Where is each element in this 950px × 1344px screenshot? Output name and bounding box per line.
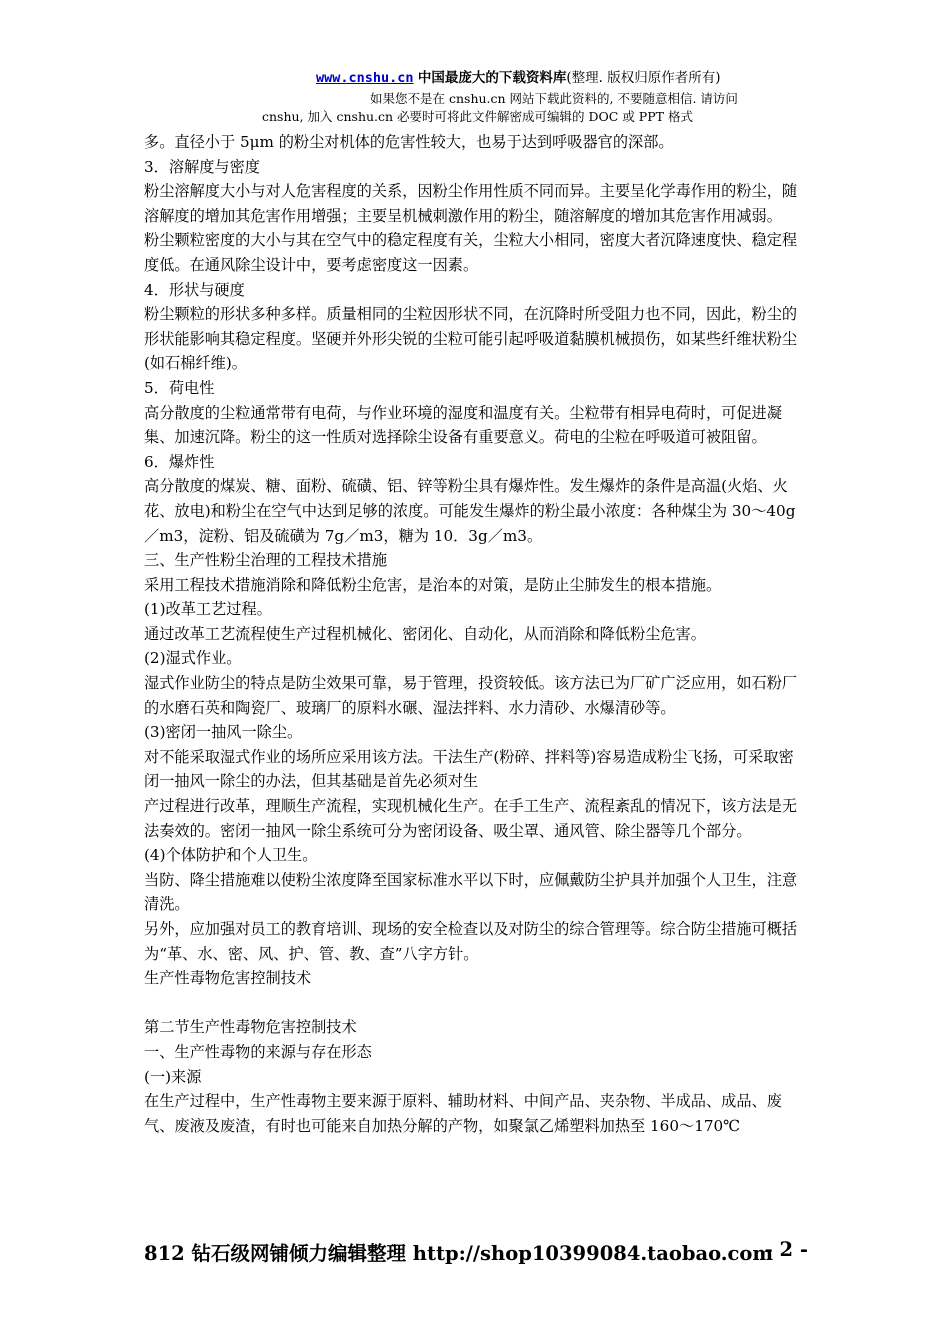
list-heading: (1)改革工艺过程。 bbox=[144, 600, 272, 619]
site-note: (整理. 版权归原作者所有) bbox=[566, 70, 721, 86]
paragraph: 对不能采取湿式作业的场所应采用该方法。干法生产(粉碎、拌料等)容易造成粉尘飞扬，可采取密闭一抽风一除尘的办法，但其基础是首先必须对生 bbox=[144, 747, 794, 791]
paragraph: 高分散度的尘粒通常带有电荷，与作业环境的湿度和温度有关。尘粒带有相异电荷时，可促进凝集、加速沉降。粉尘的这一性质对选择除尘设备有重要意义。荷电的尘粒在呼吸道可被阻留。 bbox=[144, 403, 782, 447]
section-heading: 三、生产性粉尘治理的工程技术措施 bbox=[144, 551, 387, 570]
paragraph: 当防、降尘措施难以使粉尘浓度降至国家标准水平以下时，应佩戴防尘护具并加强个人卫生，注意清洗。 bbox=[144, 870, 798, 914]
list-heading: (2)湿式作业。 bbox=[144, 649, 242, 668]
paragraph: 粉尘颗粒密度的大小与其在空气中的稳定程度有关，尘粒大小相同，密度大者沉降速度快、稳定程度低。在通风除尘设计中，要考虑密度这一因素。 bbox=[144, 231, 798, 274]
paragraph: 在生产过程中，生产性毒物主要来源于原料、辅助材料、中间产品、夹杂物、半成品、成品、废气、废液及废渣，有时也可能来自加热分解的产物，如聚氯乙烯塑料加热至 160～170℃ bbox=[144, 1092, 782, 1135]
paragraph: 另外，应加强对员工的教育培训、现场的安全检查以及对防尘的综合管理等。综合防尘措施可概括为“革、水、密、风、护、管、教、查”八字方针。 bbox=[144, 920, 798, 963]
section-heading: 6．爆炸性 bbox=[144, 452, 215, 471]
paragraph: 产过程进行改革，理顺生产流程，实现机械化生产。在手工生产、流程紊乱的情况下，该方法是无法奏效的。密闭一抽风一除尘系统可分为密闭设备、吸尘罩、通风管、除尘器等几个部分。 bbox=[144, 797, 798, 840]
paragraph: 粉尘颗粒的形状多种多样。质量相同的尘粒因形状不同，在沉降时所受阻力也不同，因此，粉尘的形状能影响其稳定程度。坚硬并外形尖锐的尘粒可能引起呼吸道黏膜机械损伤，如某些纤维状粉尘(如石棉纤维)。 bbox=[144, 305, 798, 373]
section-heading: 5．荷电性 bbox=[144, 378, 215, 397]
paragraph: 高分散度的煤炭、糖、面粉、硫磺、铝、锌等粉尘具有爆炸性。发生爆炸的条件是高温(火焰、火花、放电)和粉尘在空气中达到足够的浓度。可能发生爆炸的粉尘最小浓度：各种煤尘为 30～40g／m3，淀粉、铝及硫磺为 7g／m3，糖为 10．3g／m3。 bbox=[144, 477, 796, 545]
paragraph: 生产性毒物危害控制技术 bbox=[144, 969, 312, 988]
page-number: - 2 - bbox=[764, 1238, 808, 1261]
paragraph: 多。直径小于 5μm 的粉尘对机体的危害性较大，也易于达到呼吸器官的深部。 bbox=[144, 133, 674, 151]
site-title: 中国最庞大的下载资料库 bbox=[417, 70, 567, 86]
site-link[interactable]: www.cnshu.cn bbox=[316, 70, 414, 86]
section-heading: 4．形状与硬度 bbox=[144, 280, 245, 299]
footer-text: 812 钻石级网铺倾力编辑整理 http://shop10399084.taobao.com bbox=[144, 1242, 774, 1265]
paragraph: 粉尘溶解度大小与对人危害程度的关系，因粉尘作用性质不同而异。主要呈化学毒作用的粉尘，随溶解度的增加其危害作用增强；主要呈机械刺激作用的粉尘，随溶解度的增加其危害作用减弱。 bbox=[144, 182, 798, 225]
list-heading: (4)个体防护和个人卫生。 bbox=[144, 846, 318, 865]
paragraph: 采用工程技术措施消除和降低粉尘危害，是治本的对策，是防止尘肺发生的根本措施。 bbox=[144, 575, 722, 594]
section-heading: (一)来源 bbox=[144, 1067, 202, 1086]
paragraph: 湿式作业防尘的特点是防尘效果可靠，易于管理，投资较低。该方法已为厂矿广泛应用，如石粉厂的水磨石英和陶瓷厂、玻璃厂的原料水碾、湿法拌料、水力清砂、水爆清砂等。 bbox=[144, 674, 798, 717]
section-heading: 第二节生产性毒物危害控制技术 bbox=[144, 1018, 357, 1037]
section-heading: 一、生产性毒物的来源与存在形态 bbox=[144, 1042, 372, 1061]
header-notice-1: 如果您不是在 cnshu.cn 网站下载此资料的, 不要随意相信. 请访问 bbox=[370, 91, 738, 106]
document-body bbox=[144, 130, 808, 1138]
paragraph: 通过改革工艺流程使生产过程机械化、密闭化、自动化，从而消除和降低粉尘危害。 bbox=[144, 624, 706, 643]
list-heading: (3)密闭一抽风一除尘。 bbox=[144, 723, 303, 742]
blank-line bbox=[144, 991, 808, 1016]
footer bbox=[144, 1238, 808, 1266]
header-line-1 bbox=[316, 68, 950, 88]
header-notice-2: cnshu, 加入 cnshu.cn 必要时可将此文件解密成可编辑的 DOC 或 PPT 格式 bbox=[262, 109, 693, 124]
section-heading: 3．溶解度与密度 bbox=[144, 157, 260, 176]
